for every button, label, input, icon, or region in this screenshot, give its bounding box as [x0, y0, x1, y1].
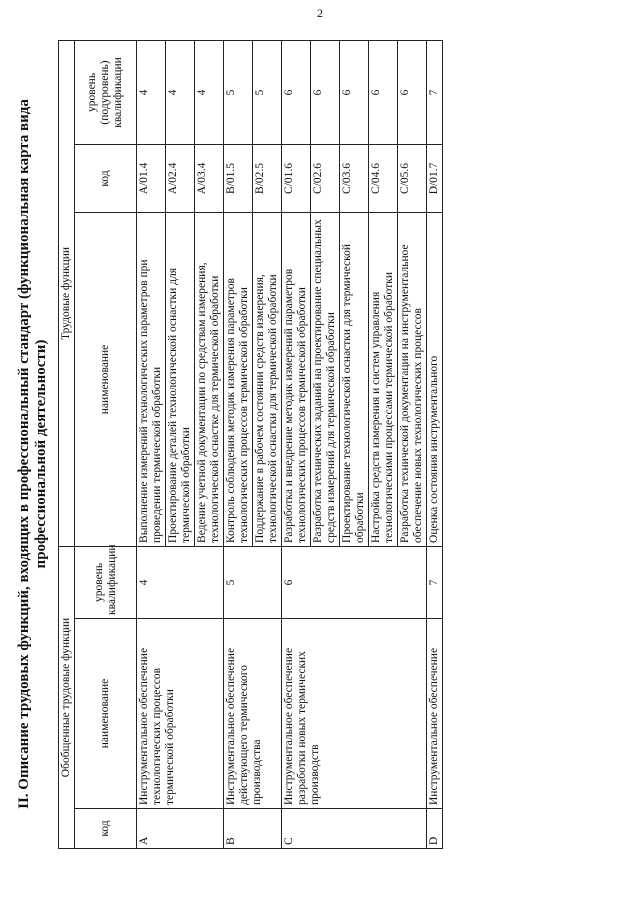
generalized-function-code: A — [137, 809, 224, 849]
generalized-function-code: B — [224, 809, 282, 849]
generalized-function-code: C — [282, 809, 427, 849]
generalized-function-level: 7 — [427, 546, 443, 618]
labor-function-code: A/02.4 — [166, 144, 195, 212]
table-row — [224, 40, 253, 848]
labor-function-name: Оценка состояния инструментального — [427, 212, 443, 546]
labor-function-code: B/02.5 — [253, 144, 282, 212]
labor-function-code: A/01.4 — [137, 144, 166, 212]
labor-function-code: D/01.7 — [427, 144, 443, 212]
labor-function-level: 7 — [427, 40, 443, 144]
labor-function-level: 4 — [195, 40, 224, 144]
labor-function-level: 6 — [282, 40, 311, 144]
generalized-function-name: Инструментальное обеспечение разработки новых термических производств — [282, 619, 427, 809]
section-title: II. Описание трудовых функций, входящих в профессиональный стандарт (функциональная карта вида профессиональной деятельности) — [16, 99, 49, 809]
labor-function-code: C/05.6 — [398, 144, 427, 212]
table-row — [137, 40, 166, 848]
labor-function-name: Поддержание в рабочем состоянии средств измерения, технологической оснастки для термической обработки — [253, 212, 282, 546]
labor-function-code: B/01.5 — [224, 144, 253, 212]
labor-function-level: 5 — [253, 40, 282, 144]
header-sublevel: уровень (подуровень) квалификации — [75, 40, 137, 144]
generalized-function-name: Инструментальное обеспечение технологических процессов термической обработки — [137, 619, 224, 809]
labor-function-code: A/03.4 — [195, 144, 224, 212]
labor-function-name: Проектирование технологической оснастки для термической обработки — [340, 212, 369, 546]
labor-function-code: C/04.6 — [369, 144, 398, 212]
labor-function-code: C/01.6 — [282, 144, 311, 212]
generalized-function-level: 4 — [137, 546, 224, 618]
labor-function-level: 6 — [398, 40, 427, 144]
header-function-name: наименование — [75, 212, 137, 546]
generalized-function-code: D — [427, 809, 443, 849]
labor-function-name: Ведение учетной документации по средствам измерения, технологической оснастке для термической обработки — [195, 212, 224, 546]
generalized-function-name: Инструментальное обеспечение — [427, 619, 443, 809]
labor-function-level: 6 — [369, 40, 398, 144]
generalized-function-name: Инструментальное обеспечение действующего термического производства — [224, 619, 282, 809]
page-number: 2 — [317, 6, 323, 20]
labor-function-level: 5 — [224, 40, 253, 144]
header-code: код — [75, 809, 137, 849]
functional-map-table — [58, 40, 443, 849]
labor-function-name: Настройка средств измерения и систем управления технологическими процессами термической обработки — [369, 212, 398, 546]
labor-function-name: Контроль соблюдения методик измерения параметров технологических процессов термической обработки — [224, 212, 253, 546]
labor-function-name: Разработка технической документации на инструментальное обеспечение новых технологических процессов — [398, 212, 427, 546]
table-body — [137, 40, 443, 848]
generalized-function-level: 6 — [282, 546, 427, 618]
table-row — [282, 40, 311, 848]
labor-function-code: C/02.6 — [311, 144, 340, 212]
table-row — [427, 40, 443, 848]
labor-function-level: 6 — [340, 40, 369, 144]
labor-function-name: Проектирование деталей технологической оснастки для термической обработки — [166, 212, 195, 546]
header-function-code: код — [75, 144, 137, 212]
header-labor: Трудовые функции — [59, 40, 75, 546]
labor-function-name: Разработка технических заданий на проектирование специальных средств измерений для термической обработки — [311, 212, 340, 546]
labor-function-code: C/03.6 — [340, 144, 369, 212]
labor-function-level: 6 — [311, 40, 340, 144]
labor-function-name: Выполнение измерений технологических параметров при проведении термической обработки — [137, 212, 166, 546]
header-name: наименование — [75, 619, 137, 809]
header-level: уровень квалификации — [75, 546, 137, 618]
labor-function-name: Разработка и внедрение методик измерений параметров технологических процессов термической обработки — [282, 212, 311, 546]
header-generalized: Обобщенные трудовые функции — [59, 546, 75, 848]
labor-function-level: 4 — [137, 40, 166, 144]
generalized-function-level: 5 — [224, 546, 282, 618]
labor-function-level: 4 — [166, 40, 195, 144]
